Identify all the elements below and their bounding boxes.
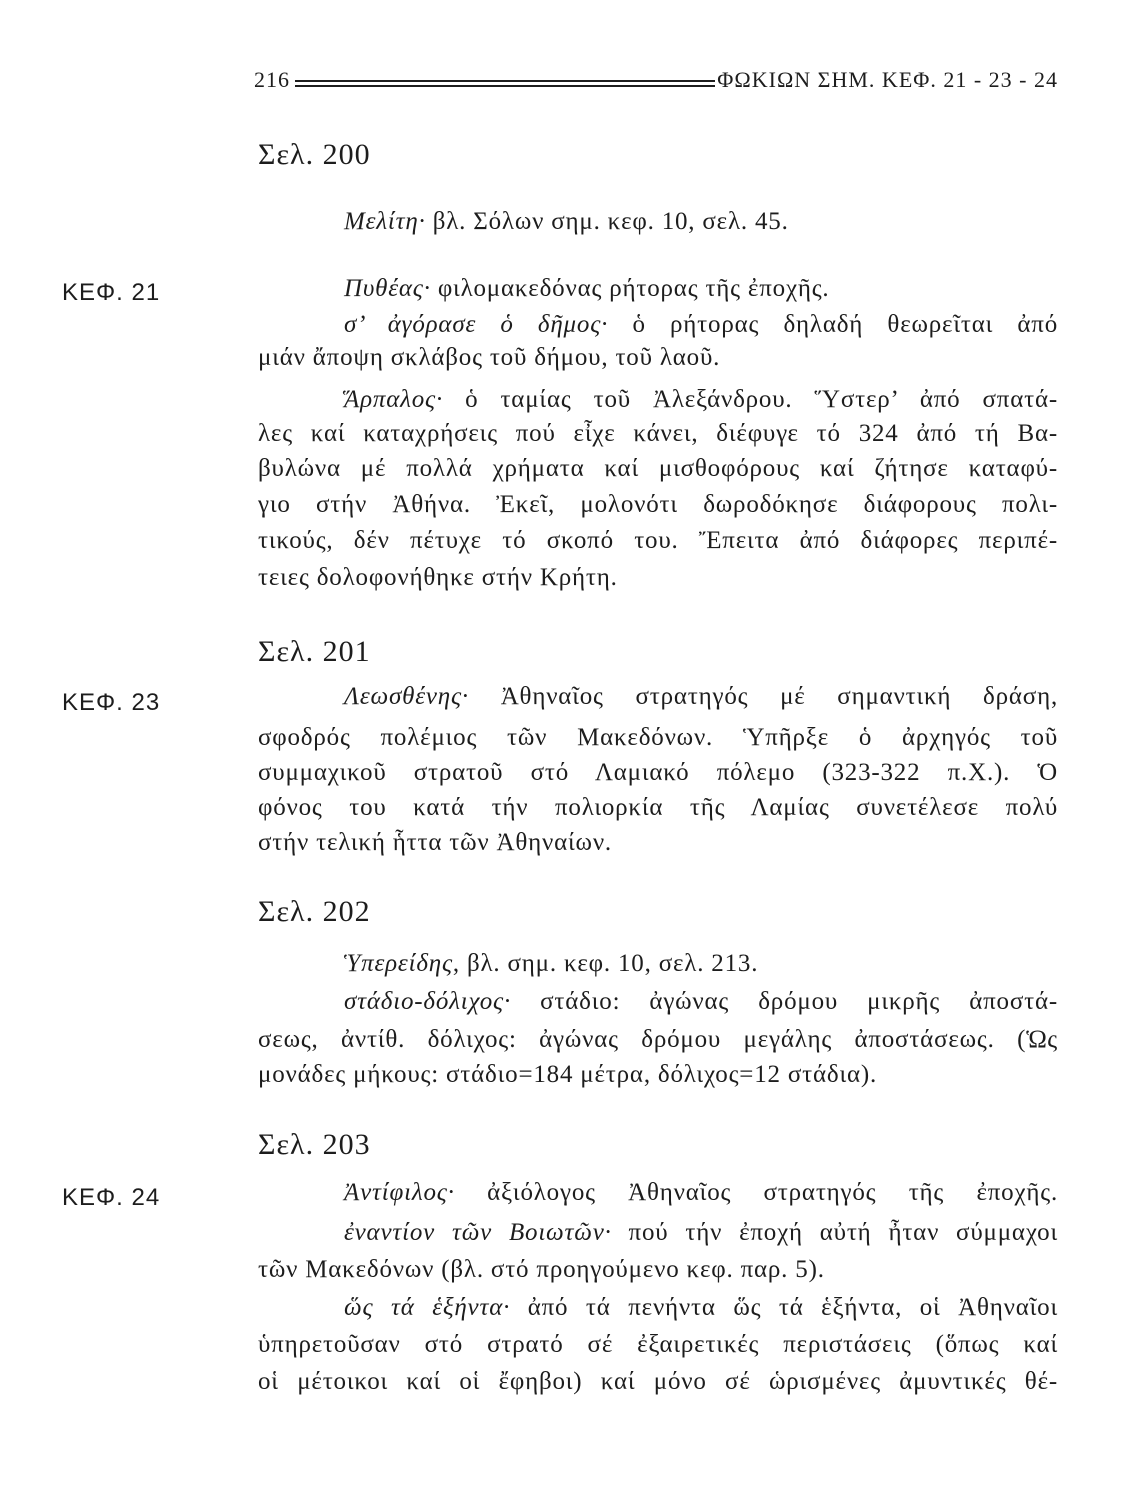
line-text: τειες δολοφονήθηκε στήν Κρήτη. [258,564,618,591]
lemma-term: ἐναντίον τῶν Βοιωτῶν· [344,1219,612,1246]
text-line [344,1175,1058,1211]
lemma-term: Ὑπερείδης [344,950,453,977]
line-text: ἀξιόλογος Ἀθηναῖος στρατηγός τῆς ἐποχῆς. [454,1179,1058,1206]
line-text: ὁ ρήτορας δηλαδή θεωρεῖται ἀπό [608,311,1059,338]
text-line [258,1057,1058,1093]
text-line [258,1327,1058,1363]
chapter-label: ΚΕΦ. 21 [62,279,161,306]
line-text: ὑπηρετοῦσαν στό στρατό σέ ἐξαιρετικές περιστάσεις (ὅπως καί [258,1331,1058,1358]
line-text: συμμαχικοῦ στρατοῦ στό Λαμιακό πόλεμο (323-322 π.Χ.). Ὁ [258,759,1058,786]
text-line [344,271,1058,307]
header-double-rule [295,80,715,87]
lemma-term: Λεωσθένης· [344,683,469,710]
text-line [258,720,1058,756]
line-text: βλ. Σόλων σημ. κεφ. 10, σελ. 45. [425,208,789,235]
lemma-term: Ἅρπαλος· [344,386,444,413]
line-text: γιο στήν Ἀθήνα. Ἐκεῖ, μολονότι δωροδόκησε διάφορους πολι- [258,491,1058,518]
line-text: οἱ μέτοικοι καί οἱ ἔφηβοι) καί μόνο σέ ὡρισμένες ἀμυντικές θέ- [258,1368,1058,1395]
text-line [258,523,1058,559]
lemma-term: σ’ ἀγόρασε ὁ δῆμος· [344,311,609,338]
line-text: στήν τελική ἧττα τῶν Ἀθηναίων. [258,829,612,856]
line-text: σεως, ἀντίθ. δόλιχος: ἀγώνας δρόμου μεγάλης ἀποστάσεως. (Ὡς [258,1026,1058,1053]
section-heading: Σελ. 200 [258,138,371,171]
text-line [258,487,1058,523]
lemma-term: Μελίτη· [344,208,426,235]
line-text: , βλ. σημ. κεφ. 10, σελ. 213. [452,950,759,977]
line-text: ἀπό τά πενήντα ὥς τά ἑξήντα, οἱ Ἀθηναῖοι [510,1294,1058,1321]
line-text: λες καί καταχρήσεις πού εἶχε κάνει, διέφυγε τό 324 ἀπό τή Βα- [258,420,1058,447]
line-text: βυλώνα μέ πολλά χρήματα καί μισθοφόρους καί ζήτησε καταφύ- [258,455,1058,482]
line-text: τικούς, δέν πέτυχε τό σκοπό του. Ἔπειτα ἀπό διάφορες περιπέ- [258,527,1058,554]
line-text: στάδιο: ἀγώνας δρόμου μικρῆς ἀποστά- [511,988,1058,1015]
text-line [258,755,1058,791]
line-text: σφοδρός πολέμιος τῶν Μακεδόνων. Ὑπῆρξε ὁ ἀρχηγός τοῦ [258,724,1058,751]
text-line [258,1252,1058,1288]
text-line [344,679,1058,715]
text-line [344,307,1058,343]
text-line [344,382,1058,418]
running-title: ΦΩΚΙΩΝ ΣΗΜ. ΚΕΦ. 21 - 23 - 24 [717,67,1058,92]
text-line [258,416,1058,452]
running-header [254,64,1058,96]
text-line [344,1215,1058,1251]
text-line [258,340,1058,376]
text-line [258,1364,1058,1400]
line-text: φόνος του κατά τήν πολιορκία τῆς Λαμίας συνετέλεσε πολύ [258,794,1058,821]
text-line [258,1022,1058,1058]
lemma-term: ὥς τά ἑξήντα· [344,1294,511,1321]
section-heading: Σελ. 201 [258,635,371,668]
line-text: Ἀθηναῖος στρατηγός μέ σημαντική δράση, [468,683,1058,710]
section-heading: Σελ. 203 [258,1128,371,1161]
text-line [344,984,1058,1020]
line-text: ὁ ταμίας τοῦ Ἀλεξάνδρου. Ὕστερ’ ἀπό σπατά- [443,386,1058,413]
lemma-term: Ἀντίφιλος· [344,1179,455,1206]
section-heading: Σελ. 202 [258,895,371,928]
chapter-label: ΚΕΦ. 24 [62,1184,161,1211]
text-line [258,560,1058,596]
line-text: τῶν Μακεδόνων (βλ. στό προηγούμενο κεφ. παρ. 5). [258,1256,825,1283]
text-line [258,825,1058,861]
page-number: 216 [254,67,290,92]
line-text: πού τήν ἐποχή αὐτή ἦταν σύμμαχοι [611,1219,1058,1246]
line-text: μονάδες μήκους: στάδιο=184 μέτρα, δόλιχος=12 στάδια). [258,1061,878,1088]
text-line [258,451,1058,487]
lemma-term: Πυθέας· [344,275,431,302]
text-line [344,204,1058,240]
line-text: μιάν ἄποψη σκλάβος τοῦ δήμου, τοῦ λαοῦ. [258,344,721,371]
line-text: φιλομακεδόνας ρήτορας τῆς ἐποχῆς. [430,275,830,302]
text-line [344,946,1058,982]
text-line [258,790,1058,826]
text-line [344,1290,1058,1326]
chapter-label: ΚΕΦ. 23 [62,689,161,716]
lemma-term: στάδιο-δόλιχος· [344,988,512,1015]
